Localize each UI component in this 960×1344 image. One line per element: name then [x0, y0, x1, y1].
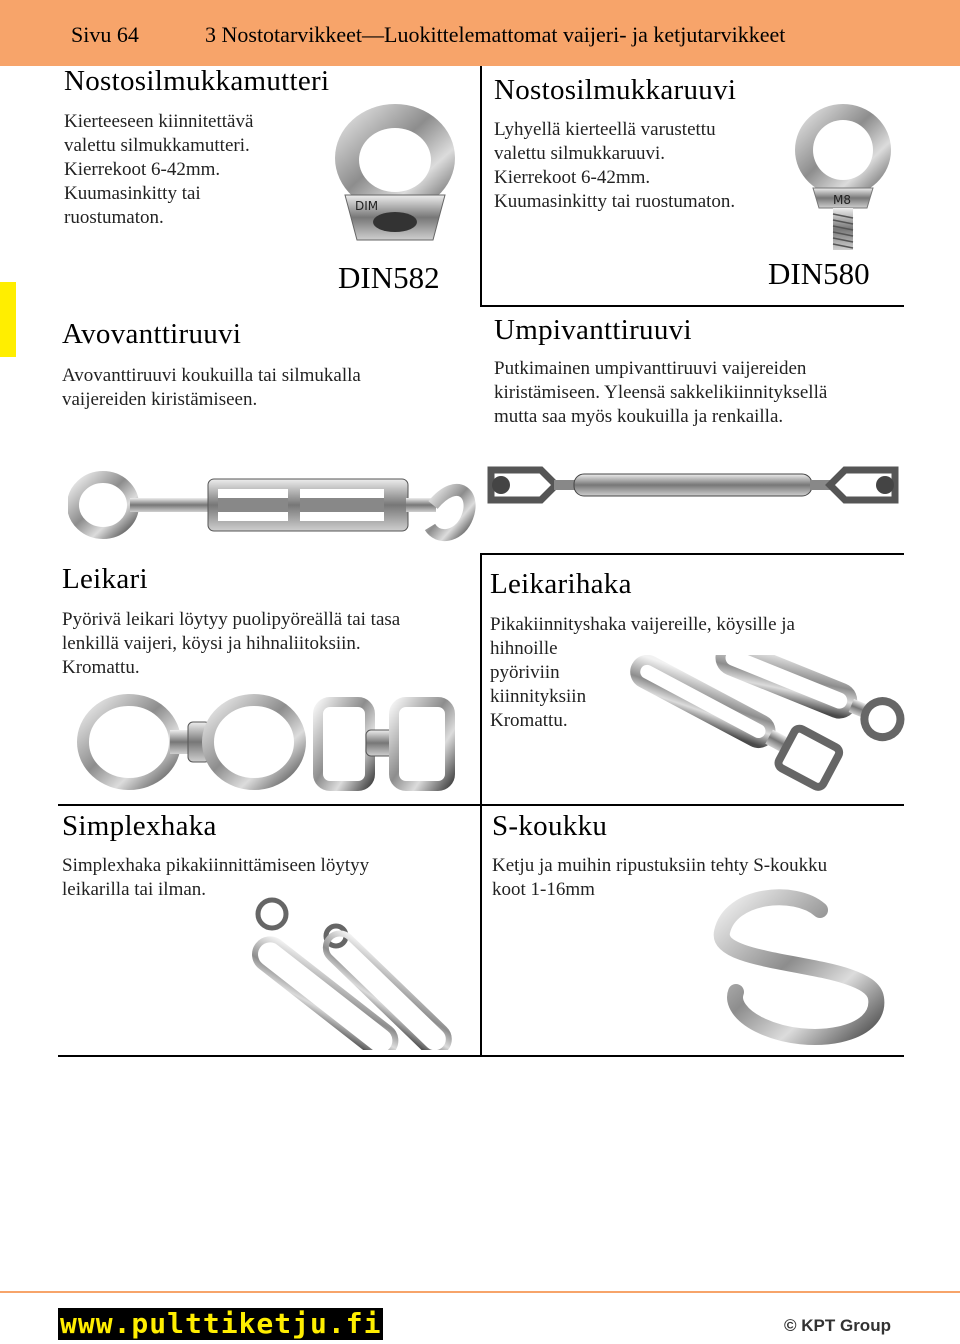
eye-bolt-description: Lyhyellä kierteellä varustettu valettu silmukkaruuvi. Kierrekoot 6-42mm. Kuumasinkitty tai ruostumaton.	[494, 119, 736, 212]
open-turnbuckle-title: Avovanttiruuvi	[62, 318, 242, 350]
swivel-hook-image	[600, 655, 906, 795]
nut-marking: DIM	[355, 199, 379, 213]
section-divider	[58, 1055, 904, 1057]
din582-label: DIN582	[338, 260, 440, 295]
open-turnbuckle-image	[68, 465, 478, 545]
closed-turnbuckle-description: Putkimainen umpivanttiruuvi vaijereiden kiristämiseen. Yleensä sakkelikiinnityksellä mutta saa myös koukuilla ja renkailla.	[494, 358, 828, 427]
eye-nut-image	[325, 100, 465, 250]
open-turnbuckle-description: Avovanttiruuvi koukuilla tai silmukalla vaijereiden kiristämiseen.	[62, 365, 361, 410]
simplex-hook-title: Simplexhaka	[62, 810, 217, 842]
page-header	[0, 0, 960, 66]
column-divider-top	[480, 66, 482, 306]
s-hook-description: Ketju ja muihin ripustuksiin tehty S-koukku koot 1-16mm	[492, 855, 828, 900]
column-divider-bottom	[480, 806, 482, 1056]
side-tab-marker	[0, 282, 16, 357]
closed-turnbuckle-title: Umpivanttiruuvi	[494, 314, 692, 346]
swivel-hook-description: Pikakiinnityshaka vaijereille, köysille ja hihnoille pyöriviin kiinnityksiin Kromattu.	[490, 614, 795, 731]
swivel-hook-title: Leikarihaka	[490, 568, 632, 600]
section-divider	[480, 305, 904, 307]
closed-turnbuckle-image	[486, 450, 900, 520]
swivel-image	[74, 690, 458, 796]
simplex-hook-description: Simplexhaka pikakiinnittämiseen löytyy leikarilla tai ilman.	[62, 855, 370, 900]
eye-nut-title: Nostosilmukkamutteri	[64, 65, 330, 97]
copyright: © KPT Group	[784, 1316, 891, 1335]
eye-nut-description: Kierteeseen kiinnitettävä valettu silmukkamutteri. Kierrekoot 6-42mm. Kuumasinkitty tai ruostumaton.	[64, 111, 254, 228]
din580-label: DIN580	[768, 256, 870, 291]
eye-bolt-title: Nostosilmukkaruuvi	[494, 74, 737, 106]
bolt-marking: M8	[833, 193, 851, 207]
eye-bolt-image	[783, 100, 903, 252]
section-divider	[480, 553, 904, 555]
website-link[interactable]: www.pulttiketju.fi	[60, 1307, 382, 1340]
column-divider-middle	[480, 554, 482, 806]
chapter-title: 3 Nostotarvikkeet—Luokittelemattomat vaijeri- ja ketjutarvikkeet	[205, 22, 786, 47]
s-hook-title: S-koukku	[492, 810, 608, 842]
swivel-description: Pyörivä leikari löytyy puolipyöreällä tai tasa lenkillä vaijeri, köysi ja hihnaliitoksiin. Kromattu.	[62, 609, 401, 678]
footer-rule	[0, 1291, 960, 1293]
swivel-title: Leikari	[62, 563, 148, 595]
page-number: Sivu 64	[71, 22, 139, 47]
simplex-hook-image	[240, 896, 470, 1050]
s-hook-image	[700, 884, 896, 1052]
